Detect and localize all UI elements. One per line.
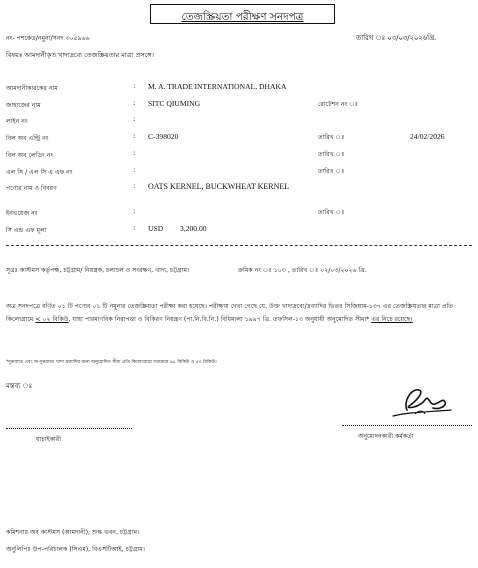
invoice-label: ইনভয়েজ নং	[6, 210, 38, 217]
remarks-label: মন্তব্য ঃ	[6, 382, 33, 390]
serial-line: ক্রমিক নং ঃ ১০৩ , তারিখ ঃ ০২/০৩/২০২৬ খ্রি.	[238, 267, 367, 274]
goods-value: OATS KERNEL, BUCKWHEAT KERNEL	[148, 182, 290, 191]
bill-entry-date-value: 24/02/2026	[410, 132, 445, 141]
verifier-label: যাচাইকারী	[36, 436, 62, 443]
result-text-2: , যাহা পারমাণবিক নিরাপত্তা ও বিকিরণ নিয়ন্ত্রণ (পা.নি.বি.নি.) বিধিমালা ১৯৯৭ খ্রি. তফসিল-১৩ অনুযায়ী অনুমোদিত সীমা*	[68, 316, 370, 323]
copy-line-2: অনুলিপিঃ উপ-পরিচালক (সিএম), বিএসটিআই, চট্টগ্রাম।	[6, 546, 145, 553]
issue-date: তারিখ ঃ ০৩/০৩/২০২৬খ্রি.	[356, 34, 437, 42]
lc-label: এল সি / এল সি এ এফ নং	[6, 169, 73, 176]
colon: :	[133, 207, 136, 215]
bill-entry-label: বিল অব এন্ট্রি নং	[6, 135, 49, 142]
invoice-date-label: তারিখ ঃ	[318, 209, 345, 216]
source-line: সূত্রঃ কাস্টমস কর্তৃপক্ষ, চট্টগ্রাম/ নিয়ন্ত্রক, চলাচল ও সংরক্ষণ, খাদ্য, চট্টগ্রাম।	[6, 267, 190, 274]
footnote: *দুগ্ধজাত এবং অ-দুগ্ধজাত খাদ্য দ্রব্যাদির জন্য অনুমোদিত সীমা প্রতি কিলোগ্রামে যথাক্রমে ৯৫ বিকিউ ও ৫০ বিকিউ।	[6, 360, 217, 365]
colon: :	[133, 99, 136, 107]
colon: :	[133, 115, 136, 123]
bill-entry-date-label: তারিখ ঃ	[318, 134, 345, 141]
approver-label: অনুমোদনকারী কর্মকর্তা	[358, 433, 414, 440]
signature-graphic	[385, 380, 455, 422]
importer-label: আমদানীকারকের নাম	[6, 85, 58, 92]
bill-entry-value: C-398020	[148, 132, 179, 141]
bill-lading-label: বিল অব লেডিং নং	[6, 152, 53, 159]
rotation-label: রোটেশন নং ঃ	[318, 101, 359, 108]
approver-signature-line	[342, 425, 472, 426]
colon: :	[133, 224, 136, 232]
result-highlight: < ০২ বিকিউ	[35, 316, 69, 323]
colon: :	[133, 149, 136, 157]
document-title-box	[150, 4, 335, 24]
copy-line-1: কমিশনার অব কাস্টমস (আমদানী), শুল্ক ভবন, চট্টগ্রাম।	[6, 529, 140, 536]
result-underlined-end: এর নিচে রয়েছে।	[371, 316, 413, 323]
colon: :	[133, 182, 136, 190]
ship-label: জাহাজের নাম	[6, 102, 41, 109]
colon: :	[133, 132, 136, 140]
result-text-1: অত্র সনদপত্রে বর্ণিত ০১ টি পণ্যের ০১ টি নমুনার তেজস্ক্রিয়তা পরীক্ষা করা হয়েছে। পরীক্ষায় দেখা গেছে যে, উক্ত খাদ্যদ্রব্যে/দ্রব্যাদির ভিতর সিজিয়াম-১৩৭ এর তেজস্ক্রিয়তার মাত্রা প্রতি কিলোগ্রামে	[6, 303, 453, 323]
bill-lading-date-label: তারিখ ঃ	[318, 151, 345, 158]
lc-date-label: তারিখ ঃ	[318, 168, 345, 175]
result-paragraph	[6, 300, 472, 326]
ship-value: SITC QIUMING	[148, 99, 201, 108]
goods-label: পণ্যের নাম ও বিবরণ	[6, 185, 57, 192]
reference-number: নং- পশকেড/নমুনা/সনদ ৩০৫৯৬৬	[6, 35, 90, 42]
cnf-value: 3,200.00	[180, 224, 207, 233]
verifier-signature-line	[6, 428, 132, 429]
document-title: তেজস্ক্রিয়তা পরীক্ষণ সনদপত্র	[181, 11, 304, 23]
cnf-currency: USD	[148, 224, 164, 233]
colon: :	[133, 82, 136, 90]
separator-line	[6, 245, 472, 246]
importer-value: M. A. TRADE INTERNATIONAL, DHAKA	[148, 82, 287, 91]
colon: :	[133, 166, 136, 174]
subject-line: বিষয়ঃ আমদানীকৃত খাদ্যদ্রব্যে তেজস্ক্রিয়তার মাত্রা প্রসঙ্গে।	[6, 51, 154, 59]
line-label: লাইন নং	[6, 118, 28, 125]
cnf-label: সি এন্ড এফ মূল্য	[6, 227, 47, 234]
